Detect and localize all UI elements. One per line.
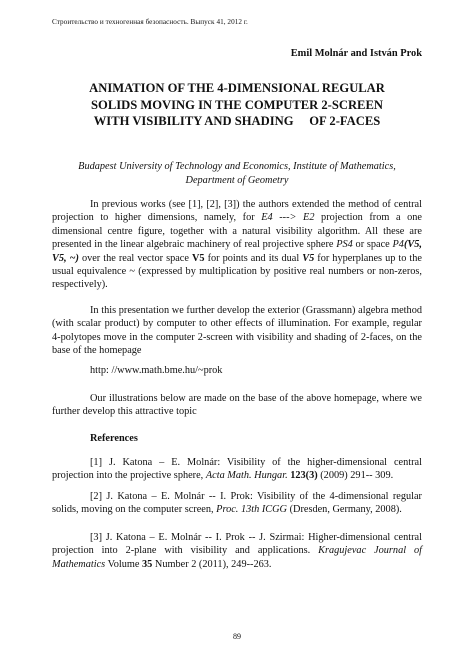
heading-text: References [90, 433, 138, 444]
reference-item [52, 531, 422, 571]
text-run: for hyperplanes up to the usual equivalence ~ (expressed by multiplication by positive real numbers or non-zeros, respectively). [52, 252, 423, 291]
text-run: In previous works (see [1], [2], [3]) the authors extended the method of central projection to higher dimensions, namely, for [52, 199, 422, 224]
text-run: Volume [105, 558, 143, 570]
paragraph-text [52, 198, 422, 292]
page-number: 89 [233, 632, 241, 641]
reference-volume: 35 [142, 558, 153, 570]
title-line: ANIMATION OF THE 4-DIMENSIONAL REGULAR [89, 81, 385, 95]
reference-text [52, 490, 422, 517]
url-text[interactable]: http: //www.math.bme.hu/~prok [90, 365, 223, 376]
reference-journal: Kragujevac Journal of Mathematics [52, 545, 423, 570]
affiliation-line: Department of Geometry [185, 174, 289, 186]
paragraph-illustrations [52, 392, 422, 419]
math-e4-e2: E4 ---> E2 [261, 212, 315, 224]
references-heading [52, 432, 422, 445]
title-line [70, 113, 404, 130]
text-run: or space [352, 239, 393, 251]
math-ps4: PS4 [336, 239, 353, 251]
text-run: [3] J. Katona – E. Molnár -- I. Prok -- J. Szirmai: Higher-dimensional central projection into 2-plane with visibility and applications. [52, 532, 422, 557]
reference-text [52, 456, 422, 483]
authors: Emil Molnár and István Prok [290, 48, 422, 59]
reference-text [52, 531, 422, 571]
text-run: [2] J. Katona – E. Molnár -- I. Prok: Visibility of the 4-dimensional regular solids, moving on the computer screen, [52, 491, 422, 516]
title-line: SOLIDS MOVING IN THE COMPUTER 2-SCREEN [91, 97, 383, 112]
reference-journal: Acta Math. Hungar. [205, 470, 288, 482]
homepage-url [52, 364, 422, 377]
paragraph-text: In this presentation we further develop the exterior (Grassmann) algebra method (with scalar product) by computer to other effects of illumination. For example, regular 4-polytopes move in the computer 2-screen with visibility and shading of 2-faces, on the base of the homepage [52, 305, 422, 357]
paragraph-text: Our illustrations below are made on the base of the above homepage, where we further develop this attractive topic [52, 393, 422, 418]
reference-volume: 123(3) [290, 470, 318, 482]
text-run: for points and its dual [204, 252, 303, 264]
title-line-part: OF 2-FACES [309, 114, 381, 128]
text-run: (2009) 291-- 309. [317, 470, 394, 482]
math-v5: V5 [191, 252, 205, 264]
affiliation [60, 160, 414, 187]
text-run: (Dresden, Germany, 2008). [287, 504, 402, 516]
running-head: Строительство и техногенная безопасность. Выпуск 41, 2012 г. [52, 18, 248, 26]
paper-title [70, 80, 404, 130]
reference-item [52, 490, 422, 517]
math-v5-dual: V5 [302, 252, 315, 264]
math-p4-args: (V5, V5, ~) [52, 239, 422, 264]
text-run: Number 2 (2011), 249--263. [152, 558, 272, 570]
affiliation-line: Budapest University of Technology and Economics, Institute of Mathematics, [78, 161, 396, 172]
paragraph-intro [52, 198, 422, 292]
math-p4: P4 [392, 239, 404, 251]
reference-item [52, 456, 422, 483]
text-run: [1] J. Katona – E. Molnár: Visibility of the higher-dimensional central projection into the projective sphere, [52, 457, 422, 482]
text-run: over the real vector space [78, 252, 192, 264]
reference-journal: Proc. 13th ICGG [216, 504, 287, 516]
title-line-part: WITH VISIBILITY AND SHADING [93, 114, 294, 128]
paragraph-presentation [52, 304, 422, 358]
text-run: projection from a one dimensional centre figure, together with a natural visibility algorithm. All these are presented in the linear algebraic machinery of real projective sphere [52, 212, 422, 251]
